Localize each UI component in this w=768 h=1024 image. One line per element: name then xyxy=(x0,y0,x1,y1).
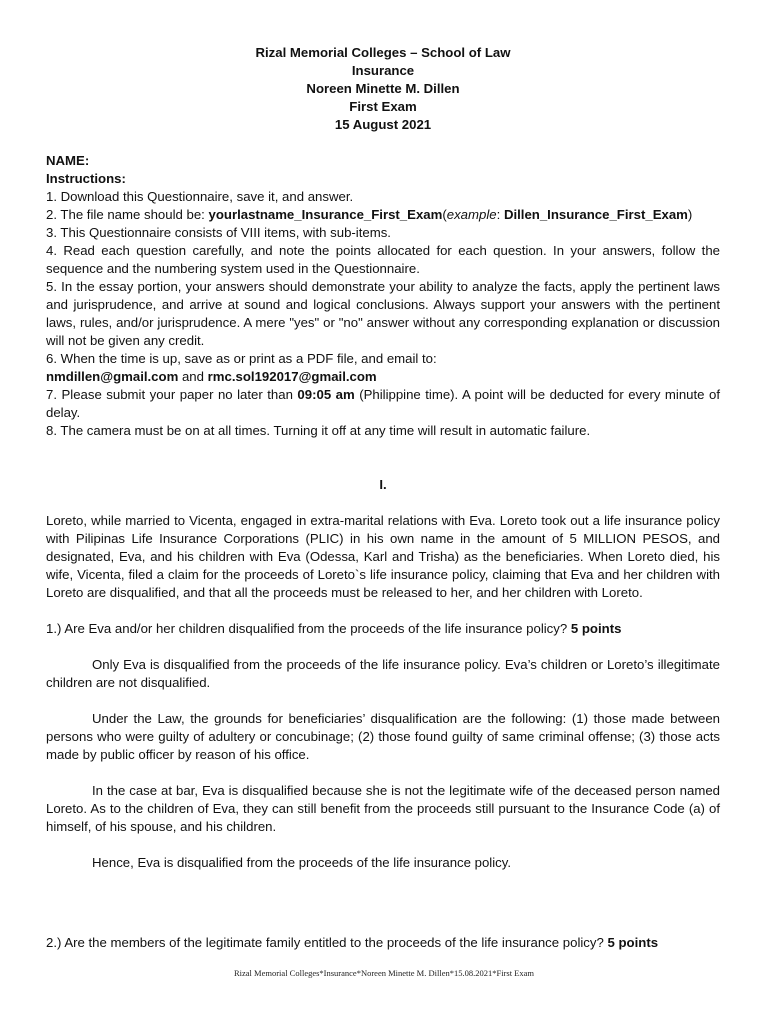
name-label: NAME: xyxy=(46,153,90,168)
paren-open: ( xyxy=(442,207,447,222)
answer-paragraph-2: Under the Law, the grounds for beneficiaries’ disqualification are the following: (1) those made between persons who were guilty of adultery or concubinage; (2) those found guilty of same criminal offense; (3) those acts made by public officer by reason of his office. xyxy=(46,711,720,762)
email-and: and xyxy=(178,369,208,384)
question-1-points: 5 points xyxy=(570,621,622,636)
instruction-7-suffix: (Philippine time). A point will be deducted for every minute of delay. xyxy=(46,387,720,420)
filename-format: yourlastname_Insurance_First_Exam xyxy=(208,207,443,222)
exam-title: First Exam xyxy=(349,99,417,114)
question-1-text: 1.) Are Eva and/or her children disqualified from the proceeds of the life insurance policy? xyxy=(46,621,571,636)
deadline-time: 09:05 am xyxy=(297,387,355,402)
email-2[interactable]: rmc.sol192017@gmail.com xyxy=(207,369,377,384)
document-page xyxy=(46,44,720,952)
question-2-text: 2.) Are the members of the legitimate family entitled to the proceeds of the life insurance policy? xyxy=(46,935,608,950)
colon: : xyxy=(496,207,504,222)
instruction-5: 5. In the essay portion, your answers should demonstrate your ability to analyze the facts, apply the pertinent laws and jurisprudence, and arrive at sound and logical conclusions. Always support your answers with the pertinent laws, rules, and/or jurisprudence. A mere "yes" or "no" answer without any corresponding explanation or discussion will not be given any credit. xyxy=(46,279,720,348)
email-line xyxy=(46,368,720,386)
section-numeral: I. xyxy=(379,477,387,492)
question-2-points: 5 points xyxy=(607,935,659,950)
instruction-3: 3. This Questionnaire consists of VIII items, with sub-items. xyxy=(46,225,391,240)
question-1 xyxy=(46,620,720,638)
subject-name: Insurance xyxy=(351,63,415,78)
page-footer: Rizal Memorial Colleges*Insurance*Noreen Minette M. Dillen*15.08.2021*First Exam xyxy=(233,968,535,978)
answer-paragraph-4: Hence, Eva is disqualified from the proceeds of the life insurance policy. xyxy=(92,855,512,870)
school-name: Rizal Memorial Colleges – School of Law xyxy=(255,45,511,60)
instructions-label: Instructions: xyxy=(46,171,126,186)
instruction-2 xyxy=(46,206,720,224)
facts-paragraph: Loreto, while married to Vicenta, engaged in extra-marital relations with Eva. Loreto took out a life insurance policy with Pilipinas Life Insurance Corporations (PLIC) in his own name in the amount of 5 MILLION PESOS, and designated, Eva, and his children with Eva (Odessa, Karl and Trisha) as the beneficiaries. When Loreto died, his wife, Vicenta, filed a claim for the proceeds of Loreto`s life insurance policy, claiming that Eva and her children with Loreto are disqualified, and that all the proceeds must be released to her, and her children with Loreto. xyxy=(46,513,720,600)
question-2 xyxy=(46,934,720,952)
instruction-8: 8. The camera must be on at all times. Turning it off at any time will result in automatic failure. xyxy=(46,423,591,438)
email-1[interactable]: nmdillen@gmail.com xyxy=(46,369,179,384)
instructions-block xyxy=(46,152,720,440)
instruction-1: 1. Download this Questionnaire, save it, and answer. xyxy=(46,189,354,204)
answer-paragraph-3: In the case at bar, Eva is disqualified because she is not the legitimate wife of the deceased person named Loreto. As to the children of Eva, they can still benefit from the proceeds still pursuant to the Insurance Code (a) of himself, of his spouse, and his children. xyxy=(46,783,720,834)
answer-paragraph-1: Only Eva is disqualified from the proceeds of the life insurance policy. Eva’s children or Loreto’s illegitimate children are not disqualified. xyxy=(46,657,720,690)
paren-close: ) xyxy=(687,207,693,222)
instruction-7-prefix: 7. Please submit your paper no later than xyxy=(46,387,298,402)
instruction-6: 6. When the time is up, save as or print as a PDF file, and email to: xyxy=(46,351,437,366)
document-header xyxy=(46,44,720,134)
example-filename: Dillen_Insurance_First_Exam xyxy=(503,207,688,222)
instruction-7 xyxy=(46,386,720,422)
example-label: example xyxy=(446,207,497,222)
instruction-2-prefix: 2. The file name should be: xyxy=(46,207,209,222)
student-name: Noreen Minette M. Dillen xyxy=(306,81,460,96)
exam-date: 15 August 2021 xyxy=(334,117,432,132)
instruction-4: 4. Read each question carefully, and note the points allocated for each question. In your answers, follow the sequence and the numbering system used in the Questionnaire. xyxy=(46,243,720,276)
